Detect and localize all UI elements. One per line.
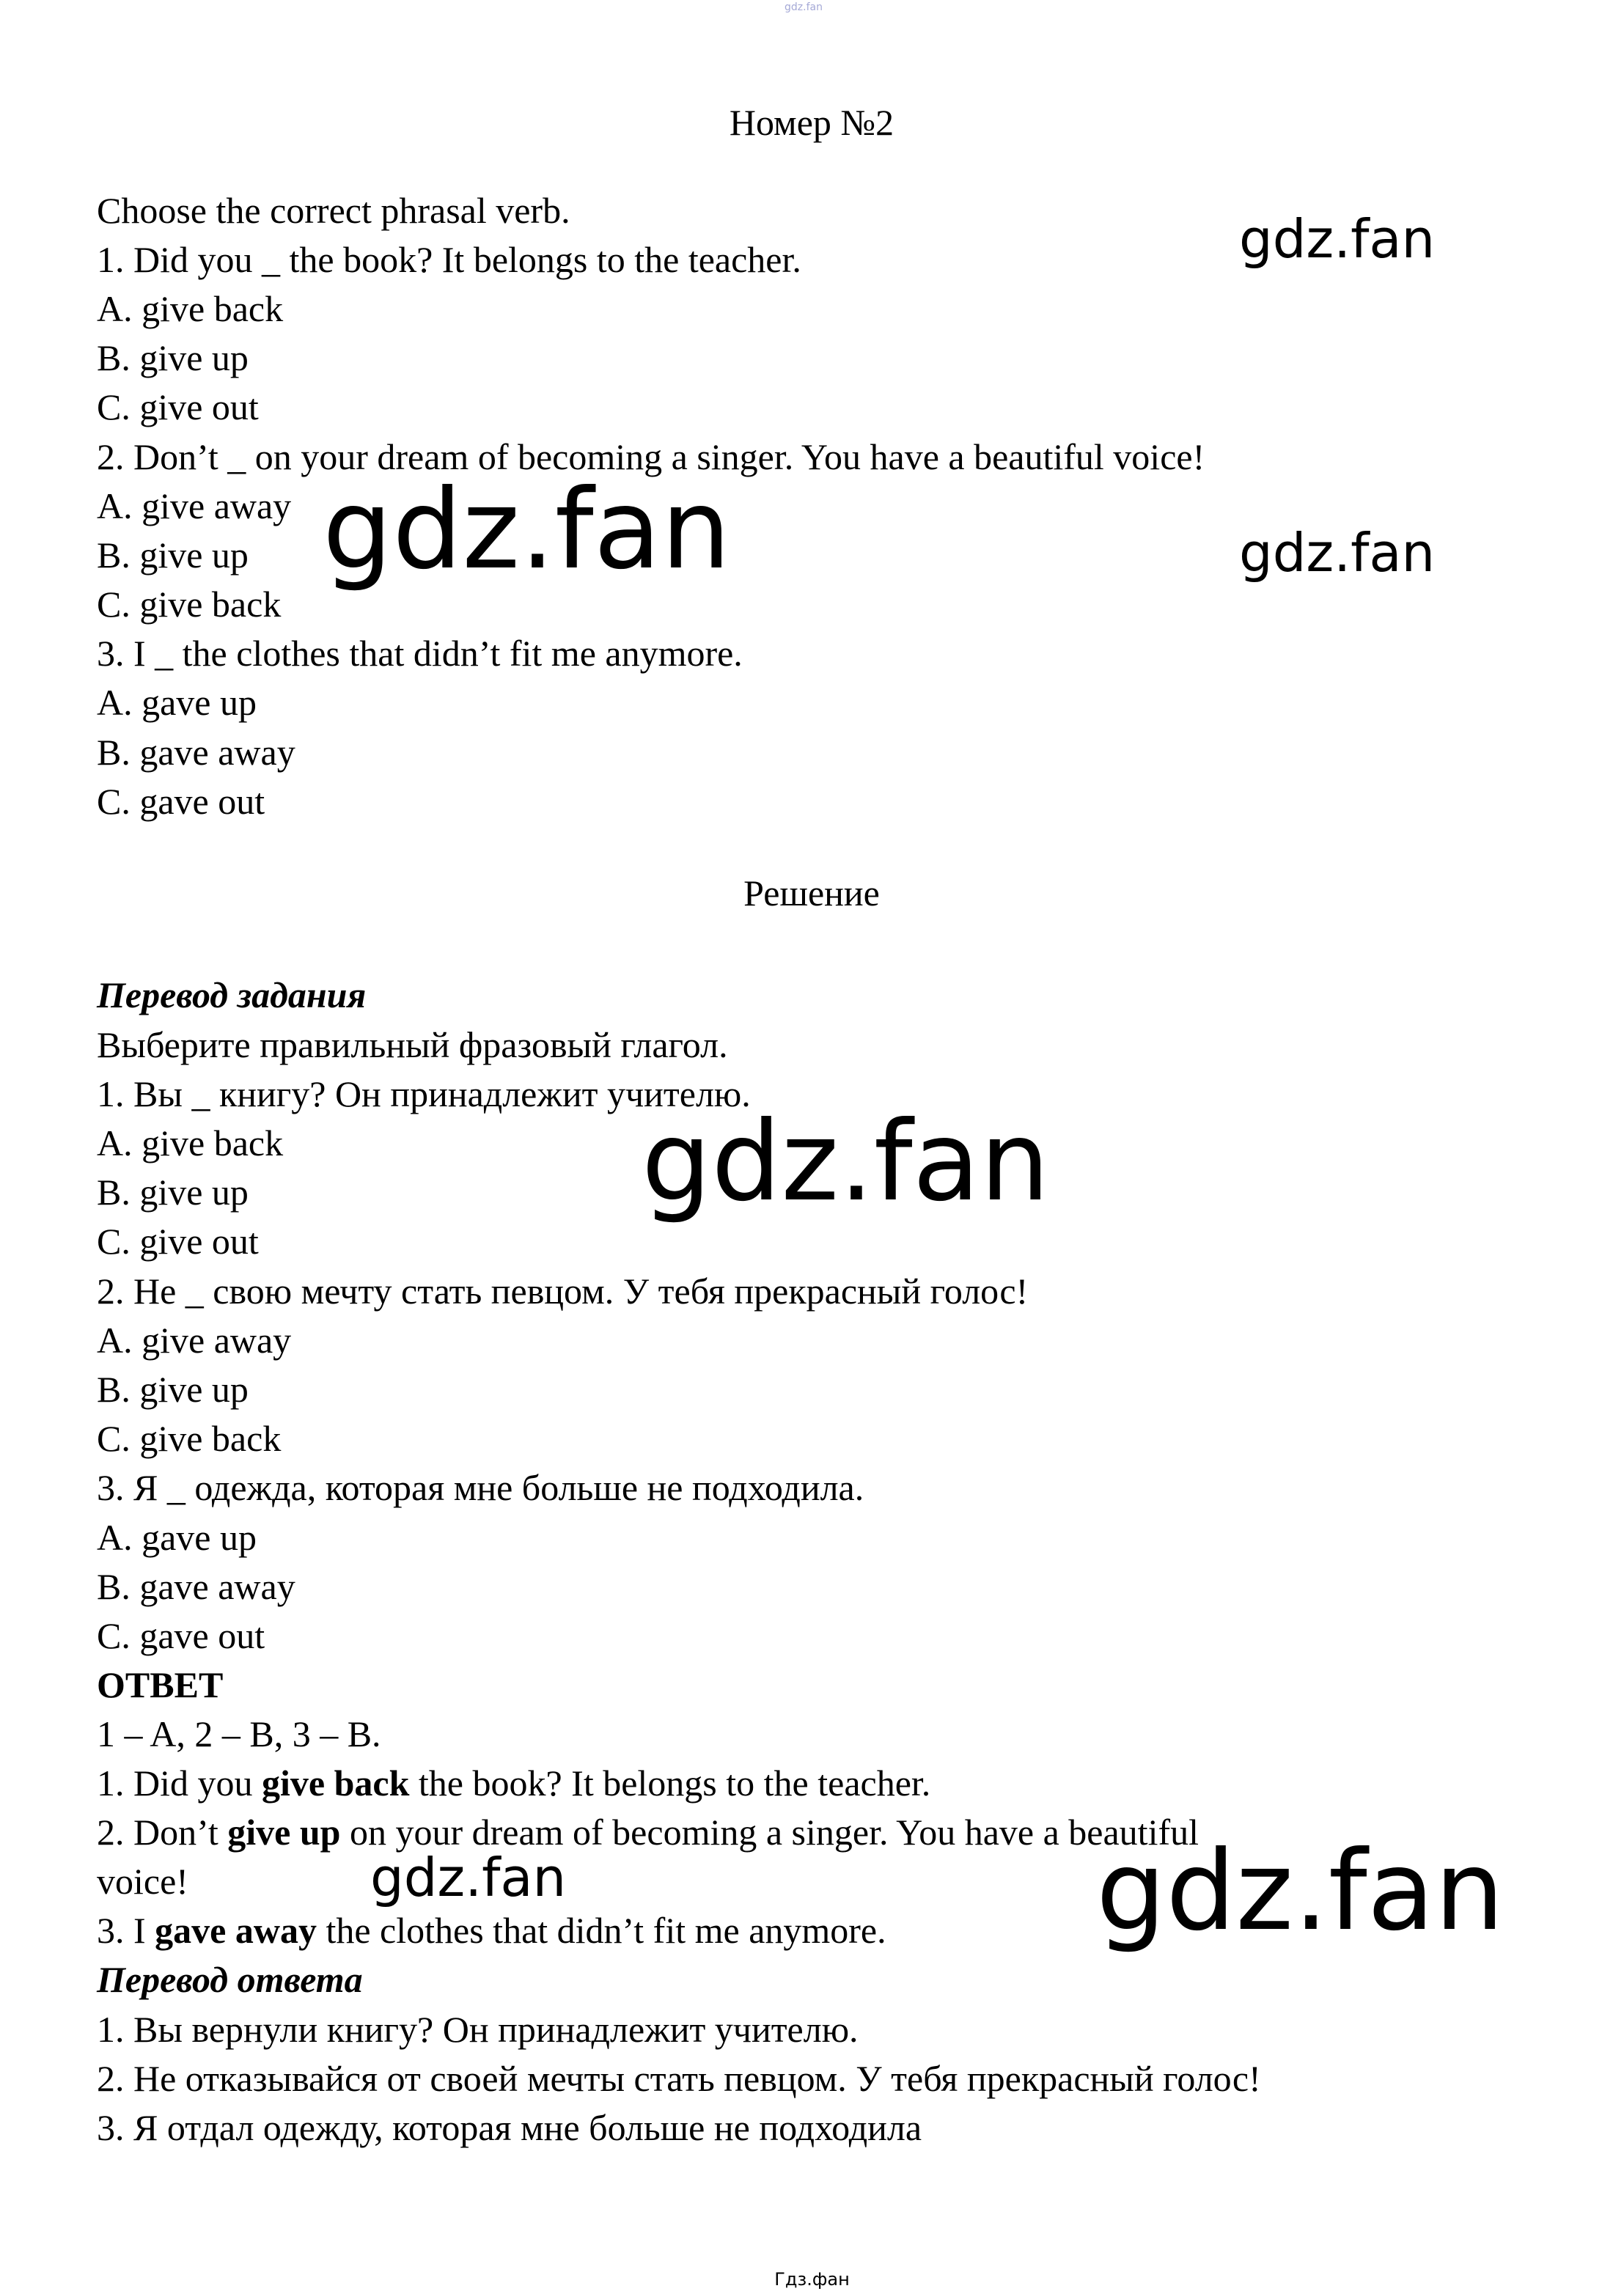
- answer-s1-post: the book? It belongs to the teacher.: [409, 1762, 931, 1804]
- translation-q3-option-a: A. gave up: [97, 1517, 257, 1558]
- translation-q1-option-a: A. give back: [97, 1122, 284, 1163]
- answer-s3-post: the clothes that didn’t fit me anymore.: [316, 1910, 886, 1951]
- footer: Гдз.фан: [774, 2269, 850, 2290]
- translation-q3-option-b: B. gave away: [97, 1566, 295, 1607]
- task-instruction: Choose the correct phrasal verb.: [97, 190, 570, 231]
- page-title: Номер №2: [729, 102, 894, 143]
- translation-question-3: 3. Я _ одежда, которая мне больше не подходила.: [97, 1467, 864, 1508]
- translation-q3-option-c: C. gave out: [97, 1615, 265, 1656]
- answer-sentence-1: [97, 1759, 930, 1808]
- answer-s3-verb: gave away: [155, 1910, 317, 1951]
- answer-s2-pre: 2. Don’t: [97, 1812, 228, 1853]
- task-q3-option-a: A. gave up: [97, 682, 257, 723]
- task-question-3: 3. I _ the clothes that didn’t fit me anymore.: [97, 633, 743, 674]
- answer-translation-line-2: 2. Не отказывайся от своей мечты стать певцом. У тебя прекрасный голос!: [97, 2058, 1261, 2099]
- answer-s3-pre: 3. I: [97, 1910, 155, 1951]
- translation-question-2: 2. Не _ свою мечту стать певцом. У тебя прекрасный голос!: [97, 1271, 1029, 1312]
- translation-heading: Перевод задания: [97, 974, 367, 1015]
- answer-sentence-2-continued: voice!: [97, 1861, 188, 1902]
- answer-translation-line-3: 3. Я отдал одежду, которая мне больше не подходила: [97, 2107, 922, 2148]
- answer-translation-heading: Перевод ответа: [97, 1959, 363, 2000]
- answer-heading: ОТВЕТ: [97, 1664, 224, 1705]
- task-q1-option-a: A. give back: [97, 288, 284, 329]
- answer-translation-line-1: 1. Вы вернули книгу? Он принадлежит учителю.: [97, 2009, 859, 2050]
- answer-s2-post: on your dream of becoming a singer. You have a beautiful: [340, 1812, 1199, 1853]
- task-q3-option-b: B. gave away: [97, 732, 295, 773]
- task-question-1: 1. Did you _ the book? It belongs to the teacher.: [97, 239, 801, 280]
- translation-q2-option-c: C. give back: [97, 1418, 282, 1459]
- watermark: gdz.fan: [323, 466, 731, 594]
- translation-question-1: 1. Вы _ книгу? Он принадлежит учителю.: [97, 1073, 751, 1114]
- solution-heading: Решение: [743, 872, 880, 913]
- answer-sentence-2: [97, 1808, 1199, 1857]
- answer-s1-pre: 1. Did you: [97, 1762, 262, 1804]
- watermark: gdz.fan: [1239, 208, 1436, 270]
- answer-key: 1 – A, 2 – B, 3 – B.: [97, 1713, 381, 1754]
- translation-q2-option-b: B. give up: [97, 1369, 249, 1410]
- task-q3-option-c: C. gave out: [97, 781, 265, 822]
- task-q1-option-b: B. give up: [97, 337, 249, 378]
- translation-instruction: Выберите правильный фразовый глагол.: [97, 1024, 728, 1065]
- watermark: gdz.fan: [370, 1847, 567, 1908]
- header-mark: gdz.fan: [785, 1, 823, 13]
- translation-q1-option-c: C. give out: [97, 1221, 259, 1262]
- translation-q1-option-b: B. give up: [97, 1172, 249, 1213]
- watermark: gdz.fan: [1096, 1828, 1504, 1955]
- watermark: gdz.fan: [1239, 522, 1436, 584]
- answer-s2-verb: give up: [227, 1812, 341, 1853]
- task-question-2: 2. Don’t _ on your dream of becoming a singer. You have a beautiful voice!: [97, 436, 1205, 477]
- task-q2-option-c: C. give back: [97, 584, 282, 625]
- task-q1-option-c: C. give out: [97, 386, 259, 427]
- task-q2-option-a: A. give away: [97, 485, 292, 526]
- answer-s1-verb: give back: [262, 1762, 410, 1804]
- watermark: gdz.fan: [642, 1098, 1050, 1226]
- answer-sentence-3: [97, 1906, 886, 1955]
- translation-q2-option-a: A. give away: [97, 1320, 292, 1361]
- task-q2-option-b: B. give up: [97, 534, 249, 576]
